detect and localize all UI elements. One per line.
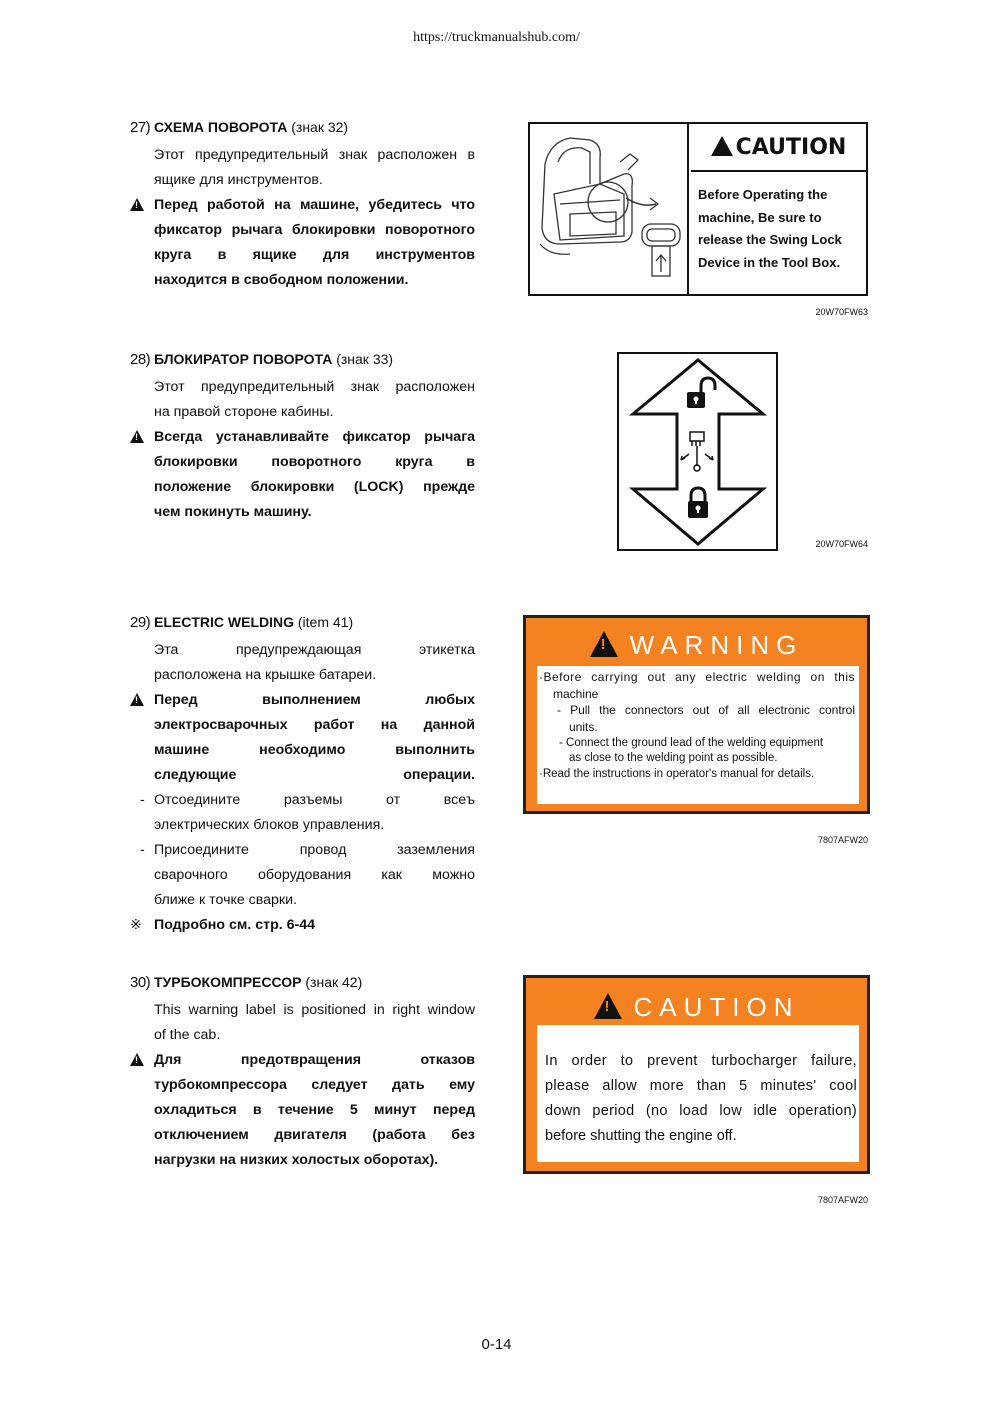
source-url: https://truckmanualshub.com/: [413, 30, 580, 45]
caution-text-line: down period (no load low idle operation): [545, 1103, 857, 1119]
figure-code: 20W70FW64: [815, 539, 868, 549]
warning-line: круга в ящике для инструментов: [154, 247, 475, 263]
warning-line: ! Перед выполнением любых: [130, 688, 475, 713]
swing-lock-arrow-label: [617, 352, 778, 551]
note-mark-icon: ※: [130, 917, 142, 933]
warning-triangle-icon: [130, 1053, 144, 1066]
warning-line: электросварочных работ на данной: [154, 717, 475, 733]
dash-item-line: ближе к точке сварки.: [154, 892, 297, 908]
warning-line: ! Всегда устанавливайте фиксатор рычага: [130, 425, 475, 450]
caution-text-line: Before Operating the: [698, 187, 828, 202]
caution-text-line: Device in the Tool Box.: [698, 254, 841, 270]
warning-line: машине необходимо выполнить: [154, 742, 475, 758]
section-29-heading: [130, 612, 475, 633]
section-title: ELECTRIC WELDING: [154, 614, 294, 630]
caution-title: CAUTION: [633, 992, 800, 1022]
figure-code: 7807AFW20: [817, 1195, 868, 1205]
text-line: Эта предупреждающая этикетка: [154, 642, 475, 658]
warning-text-line: - Pull the connectors out of all electronic control: [557, 703, 855, 717]
dash-item: - Отсоедините разъемы от всеъ: [140, 792, 475, 808]
warning-title: WARNING: [629, 630, 804, 660]
item-ref: (знак 42): [301, 974, 363, 990]
caution-text: [698, 184, 863, 274]
figure-code: 7807AFW20: [817, 835, 868, 845]
warning-line: блокировки поворотного круга в: [154, 454, 475, 470]
unlock-icon: [687, 378, 715, 408]
dash-item-line: электрических блоков управления.: [154, 817, 385, 833]
note-line: ※ Подробно см. стр. 6-44: [130, 913, 475, 938]
warning-header: [526, 628, 867, 661]
warning-line: турбокомпрессора следует дать ему: [154, 1077, 475, 1093]
section-27: [130, 117, 475, 293]
warning-text-line: - Connect the ground lead of the welding equipment: [559, 737, 824, 749]
text-line: ящике для инструментов.: [154, 172, 323, 188]
caution-text-line: please allow more than 5 minutes' cool: [545, 1078, 857, 1094]
warning-line: следующие операции.: [154, 767, 475, 783]
warning-text-line: as close to the welding point as possible.: [569, 751, 778, 764]
warning-triangle-icon: [130, 198, 144, 211]
lock-icon: [688, 488, 708, 518]
text-line: Этот предупредительный знак расположен в: [154, 147, 475, 163]
section-28: [130, 349, 475, 525]
item-ref: (знак 33): [332, 351, 394, 367]
warning-text-line: ·Before carrying out any electric welding on this: [539, 670, 855, 684]
warning-line: чем покинуть машину.: [154, 504, 312, 520]
section-title: БЛОКИРАТОР ПОВОРОТА: [154, 351, 333, 367]
warning-text-line: machine: [553, 686, 599, 701]
warning-line: ! Перед работой на машине, убедитесь что: [130, 193, 475, 218]
item-ref: (знак 32): [287, 119, 349, 135]
welding-warning-label: [523, 615, 870, 814]
caution-title: CAUTION: [735, 135, 847, 160]
warning-triangle-icon: [130, 693, 144, 706]
dash-item: - Присоедините провод заземления: [140, 842, 475, 858]
tool-box-illustration: [530, 124, 689, 294]
text-line: расположена на крышке батареи.: [154, 667, 377, 683]
warning-line: ! Для предотвращения отказов: [130, 1048, 475, 1073]
caution-text-line: before shutting the engine off.: [545, 1128, 737, 1144]
caution-text-line: In order to prevent turbocharger failure,: [545, 1053, 857, 1069]
section-27-heading: [130, 117, 475, 138]
section-30: [130, 972, 475, 1173]
section-title: СХЕМА ПОВОРОТА: [154, 119, 288, 135]
caution-header: [691, 124, 866, 172]
warning-line: положение блокировки (LOCK) прежде: [154, 479, 475, 495]
warning-line: фиксатор рычага блокировки поворотного: [154, 222, 475, 238]
warning-triangle-icon: [590, 631, 618, 657]
text-line: of the cab.: [154, 1027, 221, 1043]
turbocharger-caution-label: [523, 975, 870, 1174]
item-ref: (item 41): [294, 614, 354, 630]
figure-code: 20W70FW63: [815, 307, 868, 317]
swing-lock-caution-label: [528, 122, 868, 296]
text-line: на правой стороне кабины.: [154, 404, 334, 420]
section-29: [130, 612, 475, 938]
page-number: 0-14: [481, 1336, 512, 1353]
section-number: 27): [130, 119, 151, 136]
section-30-heading: [130, 972, 475, 993]
warning-line: нагрузки на низких холостых оборотах).: [154, 1152, 439, 1168]
warning-line: находится в свободном положении.: [154, 272, 409, 288]
caution-panel: [537, 1025, 859, 1162]
warning-text-line: ·Read the instructions in operator's manual for details.: [539, 767, 815, 780]
section-28-heading: [130, 349, 475, 370]
warning-line: отключением двигателя (работа без: [154, 1127, 475, 1143]
caution-text-line: machine, Be sure to: [698, 209, 822, 225]
dash-item-line: сварочного оборудования как можно: [154, 867, 475, 883]
warning-text-line: units.: [569, 719, 598, 734]
text-line: Этот предупредительный знак расположен: [154, 379, 475, 395]
section-number: 28): [130, 351, 151, 368]
warning-triangle-icon: [594, 993, 622, 1019]
section-title: ТУРБОКОМПРЕССОР: [154, 974, 302, 990]
warning-triangle-icon: [130, 430, 144, 443]
text-line: This warning label is positioned in right window: [154, 1002, 475, 1018]
caution-text-line: release the Swing Lock: [698, 232, 842, 247]
warning-line: охладиться в течение 5 минут перед: [154, 1102, 475, 1118]
section-number: 29): [130, 614, 151, 631]
section-number: 30): [130, 974, 151, 991]
caution-header: [526, 990, 867, 1023]
warning-panel: [537, 666, 859, 804]
